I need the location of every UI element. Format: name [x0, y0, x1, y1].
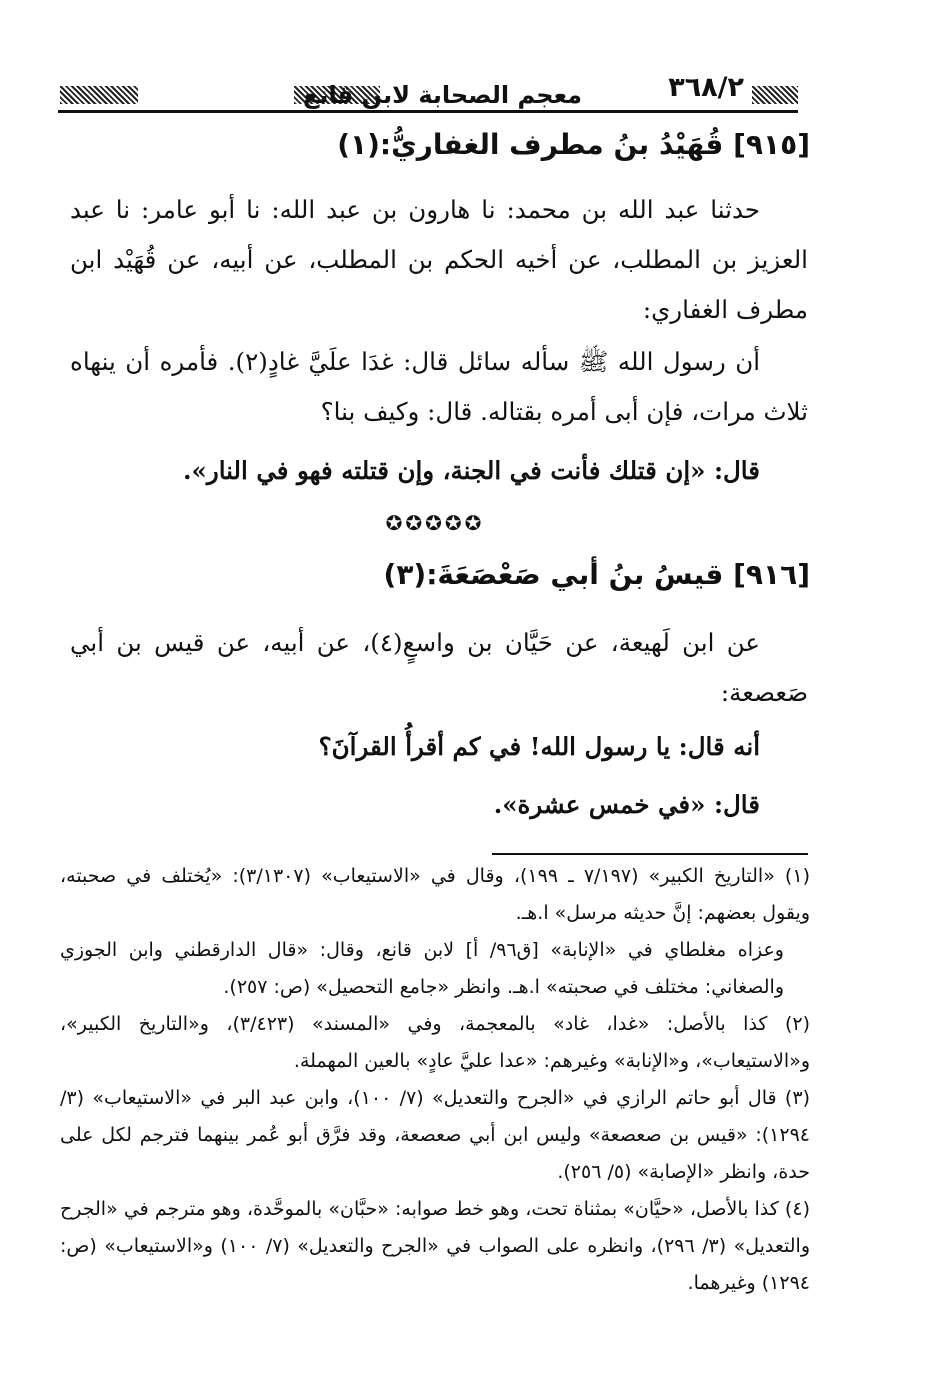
entry-915-reply: قال: «إن قتلك فأنت في الجنة، وإن قتلته فهو في النار».	[183, 456, 760, 485]
entry-915-isnad: حدثنا عبد الله بن محمد: نا هارون بن عبد الله: نا أبو عامر: نا عبد العزيز بن المطلب، عن أخيه الحكم بن المطلب، عن أبيه، عن قُهَيْد ابن مطرف الغفاري:	[70, 195, 808, 324]
section-separator-stars: ✪✪✪✪✪	[385, 511, 485, 535]
header-ornament-right	[752, 86, 798, 104]
page-number: ٣٦٨/٢	[668, 72, 744, 103]
header-rule	[58, 110, 798, 113]
running-title: معجم الصحابة لابن قانع	[303, 81, 582, 109]
entry-915-heading: [٩١٥] قُهَيْدُ بنُ مطرف الغفاريُّ:(١)	[337, 128, 810, 161]
entry-916-isnad: عن ابن لَهيعة، عن حَيَّان بن واسعٍ(٤)، عن أبيه، عن قيس بن أبي صَعصعة:	[70, 628, 808, 707]
footnotes	[60, 858, 810, 1302]
footnote-1-continued: وعزاه مغلطاي في «الإنابة» [ق٩٦/ أ] لابن قانع، وقال: «قال الدارقطني وابن الجوزي والصغاني: مختلف في صحبته» ا.هـ. وانظر «جامع التحصيل» (ص: ٢٥٧).	[60, 939, 784, 998]
entry-916-heading: [٩١٦] قيسُ بنُ أبي صَعْصَعَةَ:(٣)	[383, 558, 810, 591]
footnote-4: (٤) كذا بالأصل، «حيَّان» بمثناة تحت، وهو خط صوابه: «حبَّان» بالموحَّدة، وهو مترجم في «الجرح والتعديل» (٣/ ٢٩٦)، وانظره على الصواب في «الجرح والتعديل» (٧/ ١٠٠) و«الاستيعاب» (ص: ١٢٩٤) وغيرهما.	[60, 1198, 810, 1294]
entry-915-matn: أن رسول الله ﷺ سأله سائل قال: غدَا علَيَّ غادٍ(٢). فأمره أن ينهاه ثلاث مرات، فإن أبى أمره بقتاله. قال: وكيف بنا؟	[70, 347, 808, 426]
page-header	[58, 72, 798, 112]
entry-916-answer: قال: «في خمس عشرة».	[493, 790, 760, 819]
footnote-3: (٣) قال أبو حاتم الرازي في «الجرح والتعديل» (٧/ ١٠٠)، وابن عبد البر في «الاستيعاب» (٣/ ١٢٩٤): «قيس بن صعصعة» وليس ابن أبي صعصعة، وقد فرَّق أبو عُمر بينهما فترجم لكل على حدة، وانظر «الإصابة» (٥/ ٢٥٦).	[60, 1087, 810, 1183]
footnote-2: (٢) كذا بالأصل: «غدا، غاد» بالمعجمة، وفي «المسند» (٣/٤٢٣)، و«التاريخ الكبير»، و«الاستيعاب»، و«الإنابة» وغيرهم: «عدا عليَّ عادٍ» بالعين المهملة.	[60, 1013, 810, 1072]
header-ornament-left	[60, 86, 138, 104]
entry-916-question: أنه قال: يا رسول الله! في كم أقرأُ القرآنَ؟	[318, 732, 760, 761]
footnote-separator-rule	[492, 853, 808, 855]
footnote-1: (١) «التاريخ الكبير» (٧/١٩٧ ـ ١٩٩)، وقال في «الاستيعاب» (٣/١٣٠٧): «يُختلف في صحبته، ويقول بعضهم: إنَّ حديثه مرسل» ا.هـ.	[60, 865, 810, 924]
